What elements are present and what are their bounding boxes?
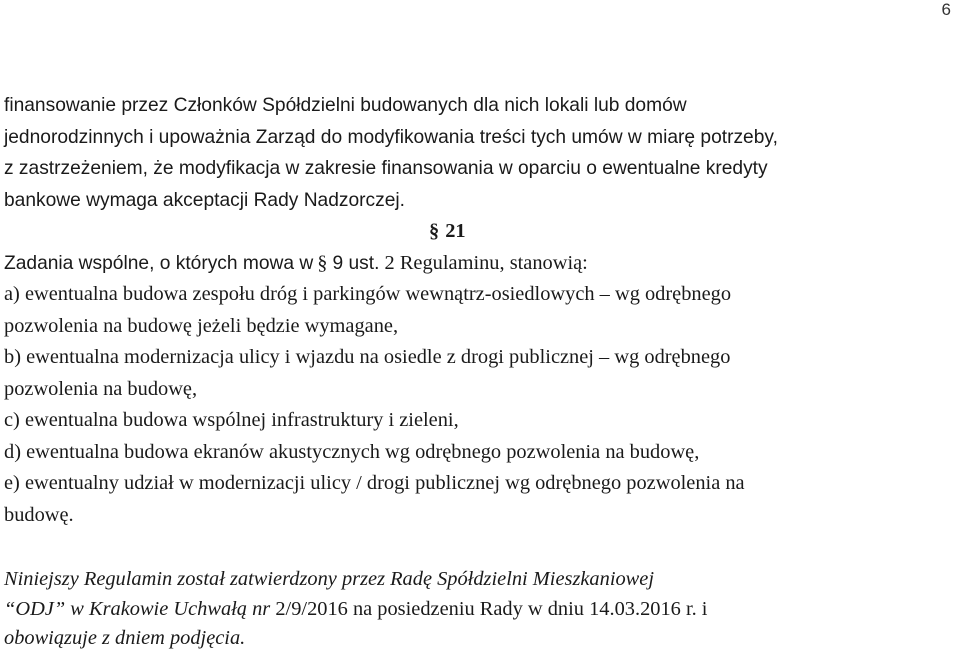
list-item: pozwolenia na budowę,: [4, 377, 198, 400]
section-lead-part1: Zadania wspólne, o których mowa w: [4, 252, 314, 274]
list-item: e) ewentualny udział w modernizacji ulicy / drogi publicznej wg odrębnego pozwolenia na: [4, 472, 745, 494]
approval-line-3: obowiązuje z dniem podjęcia.: [4, 627, 246, 649]
approval-line-2: [4, 595, 954, 625]
approval-note: [4, 565, 954, 654]
section-lead-part2: 9 ust.: [332, 252, 380, 274]
list-item: budowę.: [4, 503, 74, 526]
section-sign: §: [429, 220, 440, 242]
list-item: d) ewentualna budowa ekranów akustycznych wg odrębnego pozwolenia na budowę,: [4, 440, 700, 463]
intro-line: z zastrzeżeniem, że modyfikacja w zakresie finansowania w oparciu o ewentualne kredyty: [4, 158, 768, 179]
approval-line-1: Niniejszy Regulamin został zatwierdzony przez Radę Spółdzielni Mieszkaniowej: [4, 568, 655, 590]
list-item: a) ewentualna budowa zespołu dróg i parkingów wewnątrz-osiedlowych – wg odrębnego: [4, 283, 732, 305]
approval-line-2-regular: 2/9/2016 na posiedzeniu Rady w dniu 14.03.2016 r. i: [275, 597, 708, 620]
section-heading: [4, 216, 954, 248]
list-item: b) ewentualna modernizacja ulicy i wjazdu na osiedle z drogi publicznej – wg odrębnego: [4, 346, 731, 368]
list-item: c) ewentualna budowa wspólnej infrastruktury i zieleni,: [4, 409, 459, 431]
section-lead-part3: 2 Regulaminu, stanowią:: [384, 251, 588, 274]
section-lead-sign: §: [317, 251, 328, 274]
intro-line: finansowanie przez Członków Spółdzielni budowanych dla nich lokali lub domów: [4, 95, 687, 116]
page-number: 6: [941, 0, 951, 19]
document-body: [4, 90, 954, 531]
section-number: 21: [445, 220, 466, 242]
intro-line: jednorodzinnych i upoważnia Zarząd do modyfikowania treści tych umów w miarę potrzeby,: [4, 126, 778, 148]
section-lead: [4, 248, 954, 280]
intro-line: bankowe wymaga akceptacji Rady Nadzorczej.: [4, 189, 405, 211]
list-item: pozwolenia na budowę jeżeli będzie wymagane,: [4, 314, 399, 337]
approval-line-2-italic: “ODJ” w Krakowie Uchwałą nr: [4, 597, 271, 620]
